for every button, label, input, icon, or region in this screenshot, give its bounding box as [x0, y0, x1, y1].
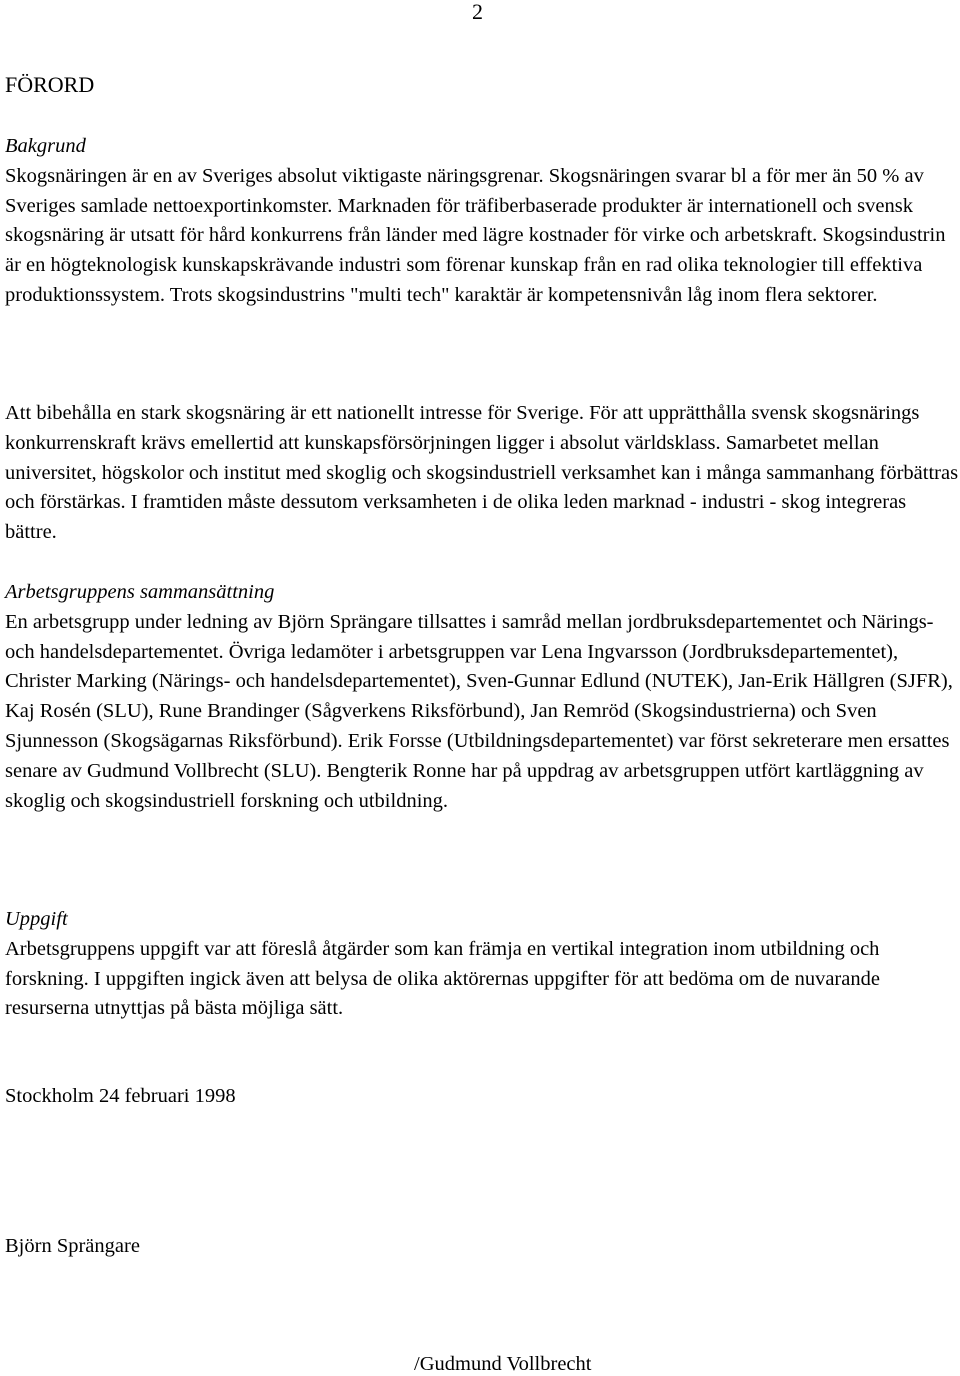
section-heading-uppgift: Uppgift	[5, 908, 68, 930]
section-arbetsgrupp	[5, 578, 960, 816]
section-bakgrund-continued	[5, 399, 960, 548]
section-heading-bakgrund: Bakgrund	[5, 135, 86, 157]
secretary-name: /Gudmund Vollbrecht	[414, 1353, 592, 1375]
document-title: FÖRORD	[5, 72, 95, 97]
section-heading-arbetsgrupp: Arbetsgruppens sammansättning	[5, 581, 275, 603]
uppgift-paragraph: Arbetsgruppens uppgift var att föreslå åtgärder som kan främja en vertikal integration inom utbildning och forskning. I uppgiften ingick även att belysa de olika aktörernas uppgifter för att bedöma om de nuvarande resurserna utnyttjas på bästa möjliga sätt.	[5, 937, 880, 1020]
place-and-date: Stockholm 24 februari 1998	[5, 1085, 236, 1107]
signatory-name: Björn Sprängare	[5, 1235, 140, 1257]
section-bakgrund	[5, 132, 960, 311]
section-uppgift	[5, 905, 960, 1024]
arbetsgrupp-paragraph: En arbetsgrupp under ledning av Björn Sprängare tillsattes i samråd mellan jordbruksdepartementet och Närings- och handelsdepartementet. Övriga ledamöter i arbetsgruppen var Lena Ingvarsson (Jordbruksdepartementet), Christer Marking (Närings- och handelsdepartementet), Sven-Gunnar Edlund (NUTEK), Jan-Erik Hällgren (SJFR), Kaj Rosén (SLU), Rune Brandinger (Sågverkens Riksförbund), Jan Remröd (Skogsindustrierna) och Sven Sjunnesson (Skogsägarnas Riksförbund). Erik Forsse (Utbildningsdepartementet) var först sekreterare men ersattes senare av Gudmund Vollbrecht (SLU). Bengterik Ronne har på uppdrag av arbetsgruppen utfört kartläggning av skoglig och skogsindustriell forskning och utbildning.	[5, 610, 953, 812]
bakgrund-paragraph-1: Skogsnäringen är en av Sveriges absolut viktigaste näringsgrenar. Skogsnäringen svarar bl a för mer än 50 % av Sveriges samlade nettoexportinkomster. Marknaden för träfiberbaserade produkter är internationell och svensk skogsnäring är utsatt för hård konkurrens från länder med lägre kostnader för virke och arbetskraft. Skogsindustrin är en högteknologisk kunskapskrävande industri som förenar kunskap från en rad olika teknologier till effektiva produktionssystem. Trots skogsindustrins "multi tech" karaktär är kompetensnivån låg inom flera sektorer.	[5, 164, 946, 306]
bakgrund-paragraph-2: Att bibehålla en stark skogsnäring är ett nationellt intresse för Sverige. För att upprätthålla svensk skogsnärings konkurrenskraft krävs emellertid att kunskapsförsörjningen ligger i absolut världsklass. Samarbetet mellan universitet, högskolor och institut med skoglig och skogsindustriell verksamhet kan i många sammanhang förbättras och förstärkas. I framtiden måste dessutom verksamheten i de olika leden marknad - industri - skog integreras bättre.	[5, 402, 959, 544]
page-number: 2	[472, 0, 483, 24]
